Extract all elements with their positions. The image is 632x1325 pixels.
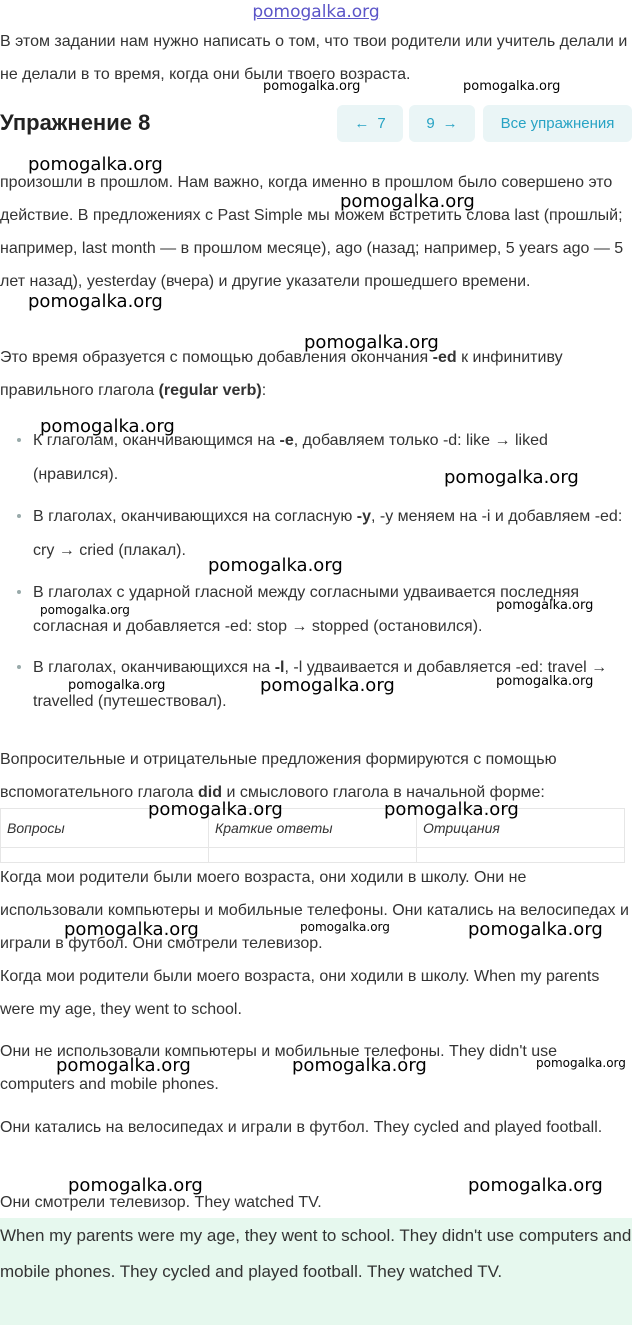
list-item: В глаголах с ударной гласной между согласными удваивается последняя согласная и добавляется -ed: stop → stopped (остановился).: [33, 584, 580, 635]
watermark: pomogalka.org: [56, 1055, 191, 1076]
list-item: В глаголах, оканчивающихся на -l, -l удваивается и добавляется -ed: travel → travelled (путешествовал).: [33, 659, 608, 710]
watermark: pomogalka.org: [536, 1056, 626, 1070]
bullet: [17, 665, 21, 669]
site-logo[interactable]: pomogalka.org: [252, 2, 380, 22]
watermark: pomogalka.org: [340, 191, 475, 212]
watermark: pomogalka.org: [28, 154, 163, 175]
table-header-negatives: Отрицания: [417, 809, 625, 848]
next-exercise-label: 9: [426, 115, 435, 132]
translation-pair: Они катались на велосипедах и играли в футбол. They cycled and played football.: [0, 1119, 603, 1136]
exercise-title: Упражнение 8: [0, 110, 151, 135]
translation-pair: Они не использовали компьютеры и мобильные телефоны. They didn't use computers and mobile phones.: [0, 1043, 558, 1093]
translation-pair: Когда мои родители были моего возраста, они ходили в школу. When my parents were my age, they went to school.: [0, 968, 600, 1018]
answer-text: When my parents were my age, they went to school. They didn't use computers and mobile phones. They cycled and played football. They watched TV.: [0, 1226, 632, 1281]
watermark: pomogalka.org: [496, 598, 594, 613]
watermark: pomogalka.org: [40, 603, 130, 617]
watermark: pomogalka.org: [468, 919, 603, 940]
watermark: pomogalka.org: [68, 1175, 203, 1196]
watermark: pomogalka.org: [68, 678, 166, 693]
forms-table: [0, 808, 625, 863]
translation-pair: Они смотрели телевизор. They watched TV.: [0, 1194, 322, 1211]
all-exercises-button[interactable]: Все упражнения: [483, 105, 632, 142]
watermark: pomogalka.org: [463, 79, 561, 94]
watermark: pomogalka.org: [468, 1175, 603, 1196]
watermark: pomogalka.org: [148, 799, 283, 820]
questions-paragraph: Вопросительные и отрицательные предложения формируются с помощью вспомогательного глагола did и смыслового глагола в начальной форме:: [0, 751, 557, 801]
bullet: [17, 438, 21, 442]
intro-text: В этом задании нам нужно написать о том, что твои родители или учитель делали и не делали в то время, когда они были твоего возраста.: [0, 33, 628, 83]
watermark: pomogalka.org: [292, 1055, 427, 1076]
watermark: pomogalka.org: [444, 467, 579, 488]
list-item: В глаголах, оканчивающихся на согласную -y, -y меняем на -i и добавляем -ed: cry → cried (плакал).: [33, 508, 623, 559]
watermark: pomogalka.org: [496, 674, 594, 689]
watermark: pomogalka.org: [304, 332, 439, 353]
list-item: К глаголам, оканчивающимся на -e, добавляем только -d: like → liked (нравился).: [33, 432, 548, 483]
watermark: pomogalka.org: [384, 799, 519, 820]
watermark: pomogalka.org: [263, 79, 361, 94]
prev-exercise-label: 7: [377, 115, 386, 132]
bullet: [17, 514, 21, 518]
russian-text: Когда мои родители были моего возраста, они ходили в школу. Они не использовали компьютеры и мобильные телефоны. Они катались на велосипедах и играли в футбол. Они смотрели телевизор.: [0, 869, 629, 952]
watermark: pomogalka.org: [300, 920, 390, 934]
prev-exercise-button[interactable]: [337, 105, 403, 142]
next-exercise-button[interactable]: [409, 105, 475, 142]
arrow-right-icon: →: [442, 115, 458, 132]
watermark: pomogalka.org: [208, 555, 343, 576]
watermark: pomogalka.org: [28, 291, 163, 312]
arrow-left-icon: ←: [354, 115, 370, 132]
watermark: pomogalka.org: [64, 919, 199, 940]
table-header-short-answers: Краткие ответы: [209, 809, 417, 848]
bullet: [17, 590, 21, 594]
table-header-questions: Вопросы: [1, 809, 209, 848]
theory-paragraph: произошли в прошлом. Нам важно, когда именно в прошлом было совершено это действие. В предложениях с Past Simple мы можем встретить слова last (прошлый; например, last month — в прошлом месяце), ago (назад; например, 5 years ago — 5 лет назад), yesterday (вчера) и другие указатели прошедшего времени.: [0, 174, 624, 290]
formation-paragraph: Это время образуется с помощью добавления окончания -ed к инфинитиву правильного глагола (regular verb):: [0, 349, 563, 399]
watermark: pomogalka.org: [260, 675, 395, 696]
watermark: pomogalka.org: [40, 416, 175, 437]
